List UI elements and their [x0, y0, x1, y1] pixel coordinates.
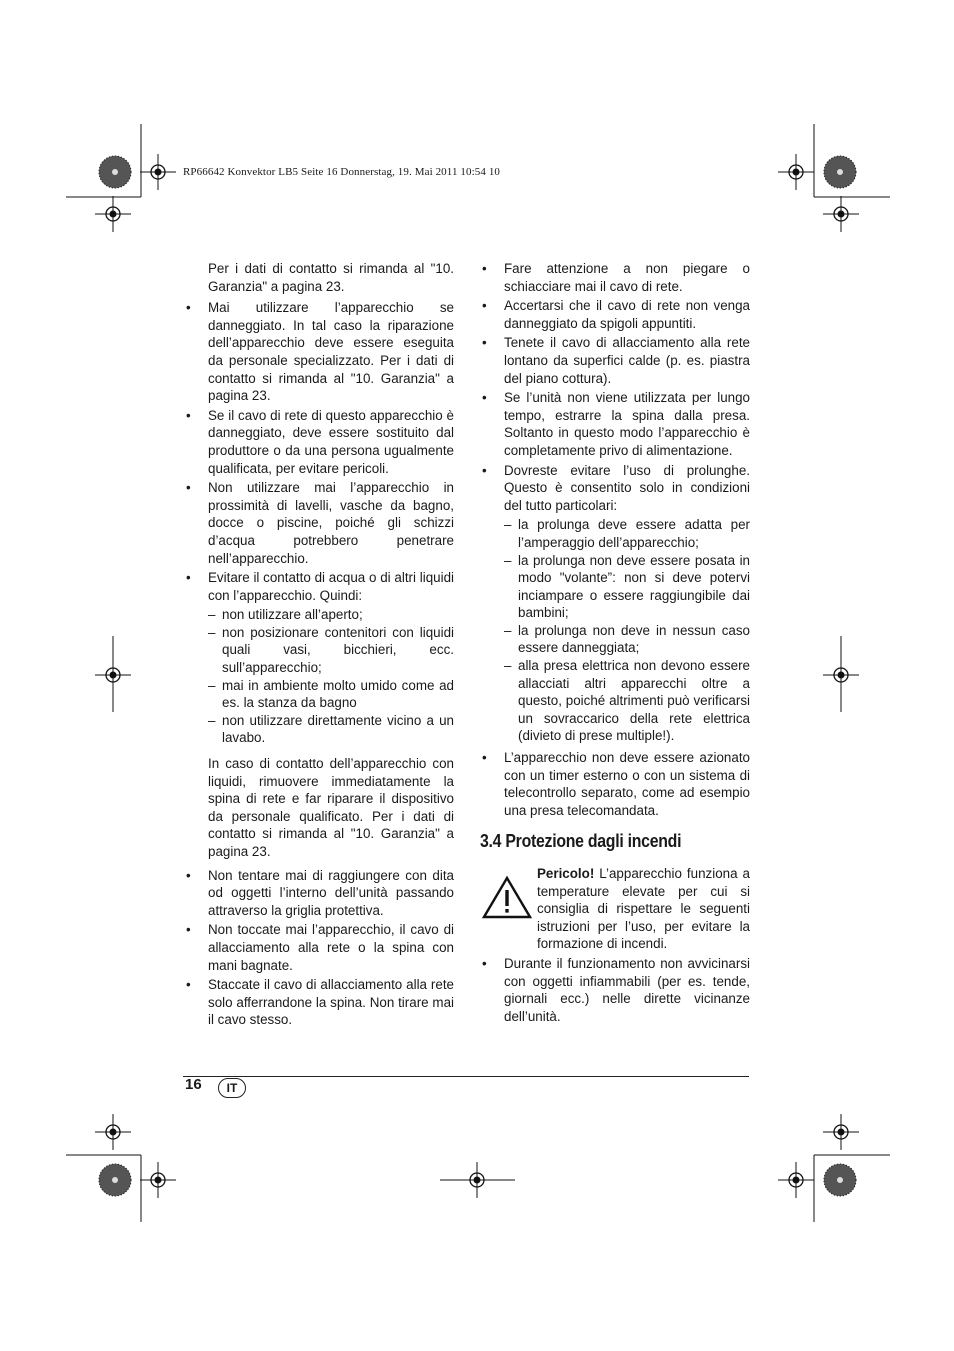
language-badge: IT — [218, 1078, 246, 1098]
list-item: • Evitare il contatto di acqua o di altri liquidi con l’apparecchio. Quindi: — [186, 570, 454, 603]
list-item: • Se il cavo di rete di questo apparecchio è danneggiato, deve essere sostituito dal produttore o da una persona ugualmente qualificata, per evitare pericoli. — [186, 407, 454, 476]
list-item: • Non tentare mai di raggiungere con dita od oggetti l’interno dell’unità passando attraverso la griglia protettiva. — [186, 867, 454, 918]
list-item: • Mai utilizzare l’apparecchio se danneggiato. In tal caso la riparazione dell’apparecchio deve essere eseguita da personale specializzato. Per i dati di contatto si rimanda al "10. Garanzia" a pagina 23. — [186, 300, 454, 404]
sub-item: – non posizionare contenitori con liquidi quali vasi, bicchieri, ecc. sull’apparecchio; — [208, 624, 454, 676]
warning-label: Pericolo! — [537, 866, 595, 881]
page-number: 16 — [185, 1076, 202, 1093]
intro-paragraph: Per i dati di contatto si rimanda al "10. Garanzia" a pagina 23. — [208, 261, 454, 294]
list-item: • Dovreste evitare l’uso di prolunghe. Questo è consentito solo in condizioni del tutto particolari: — [482, 462, 750, 513]
sub-item: – non utilizzare all’aperto; — [208, 607, 363, 623]
section-heading: 3.4 Protezione dagli incendi — [480, 831, 682, 852]
left-column — [186, 260, 454, 1031]
list-item: • Durante il funzionamento non avvicinarsi con oggetti infiammabili (per es. tende, giornali ecc.) nelle dirette vicinanze dell’unità. — [482, 955, 750, 1024]
list-item: • Non toccate mai l’apparecchio, il cavo di allacciamento alla rete o la spina con mani bagnate. — [186, 922, 454, 973]
sub-list — [186, 606, 454, 747]
right-column — [482, 260, 750, 1027]
list-item: • Tenete il cavo di allacciamento alla rete lontano da superfici calde (p. es. piastra del piano cottura). — [482, 335, 750, 386]
warning-block — [482, 865, 750, 953]
sub-item: – la prolunga deve essere adatta per l’amperaggio dell’apparecchio; — [504, 517, 750, 550]
warning-triangle-icon — [482, 875, 532, 919]
print-header: RP66642 Konvektor LB5 Seite 16 Donnerstag, 19. Mai 2011 10:54 10 — [183, 166, 501, 178]
sub-list — [482, 516, 750, 745]
list-item: • Non utilizzare mai l’apparecchio in prossimità di lavelli, vasche da bagno, docce o piscine, poiché gli schizzi d’acqua potrebbero penetrare nell’apparecchio. — [186, 480, 454, 566]
list-item: • Accertarsi che il cavo di rete non venga danneggiato da spigoli appuntiti. — [482, 298, 750, 331]
list-item: • L’apparecchio non deve essere azionato con un timer esterno o con un sistema di telecontrollo separato, come ad esempio una presa telecomandata. — [482, 750, 750, 818]
sub-item: – alla presa elettrica non devono essere allacciati altri apparecchi oltre a questo, poiché altrimenti può verificarsi un sovraccarico della rete elettrica (divieto di prese multiple!). — [504, 658, 750, 744]
footer-rule — [183, 1076, 749, 1077]
sub-item: – la prolunga non deve essere posata in modo "volante”: non si deve potervi inciampare o essere raggiungibile dai bambini; — [504, 552, 750, 621]
list-item: • Staccate il cavo di allacciamento alla rete solo afferrandone la spina. Non tirare mai il cavo stesso. — [186, 977, 454, 1028]
continuation-paragraph: In caso di contatto dell’apparecchio con liquidi, rimuovere immediatamente la spina di rete e far riparare il dispositivo da personale qualificato. Per i dati di contatto si rimanda al "10. Garanzia" a pagina 23. — [208, 756, 454, 859]
sub-item: – la prolunga non deve in nessun caso essere danneggiata; — [504, 622, 750, 656]
list-item: • Fare attenzione a non piegare o schiacciare mai il cavo di rete. — [482, 261, 750, 294]
list-item: • Se l’unità non viene utilizzata per lungo tempo, estrarre la spina dalla presa. Soltanto in questo modo l’apparecchio è completamente privo di alimentazione. — [482, 390, 750, 458]
sub-item: – non utilizzare direttamente vicino a un lavabo. — [208, 712, 454, 746]
warning-text: L’apparecchio funziona a temperature elevate per cui si consiglia di rispettare le seguenti istruzioni per l’uso, per evitare la formazione di incendi. — [537, 866, 750, 952]
sub-item: – mai in ambiente molto umido come ad es. la stanza da bagno — [208, 677, 454, 711]
